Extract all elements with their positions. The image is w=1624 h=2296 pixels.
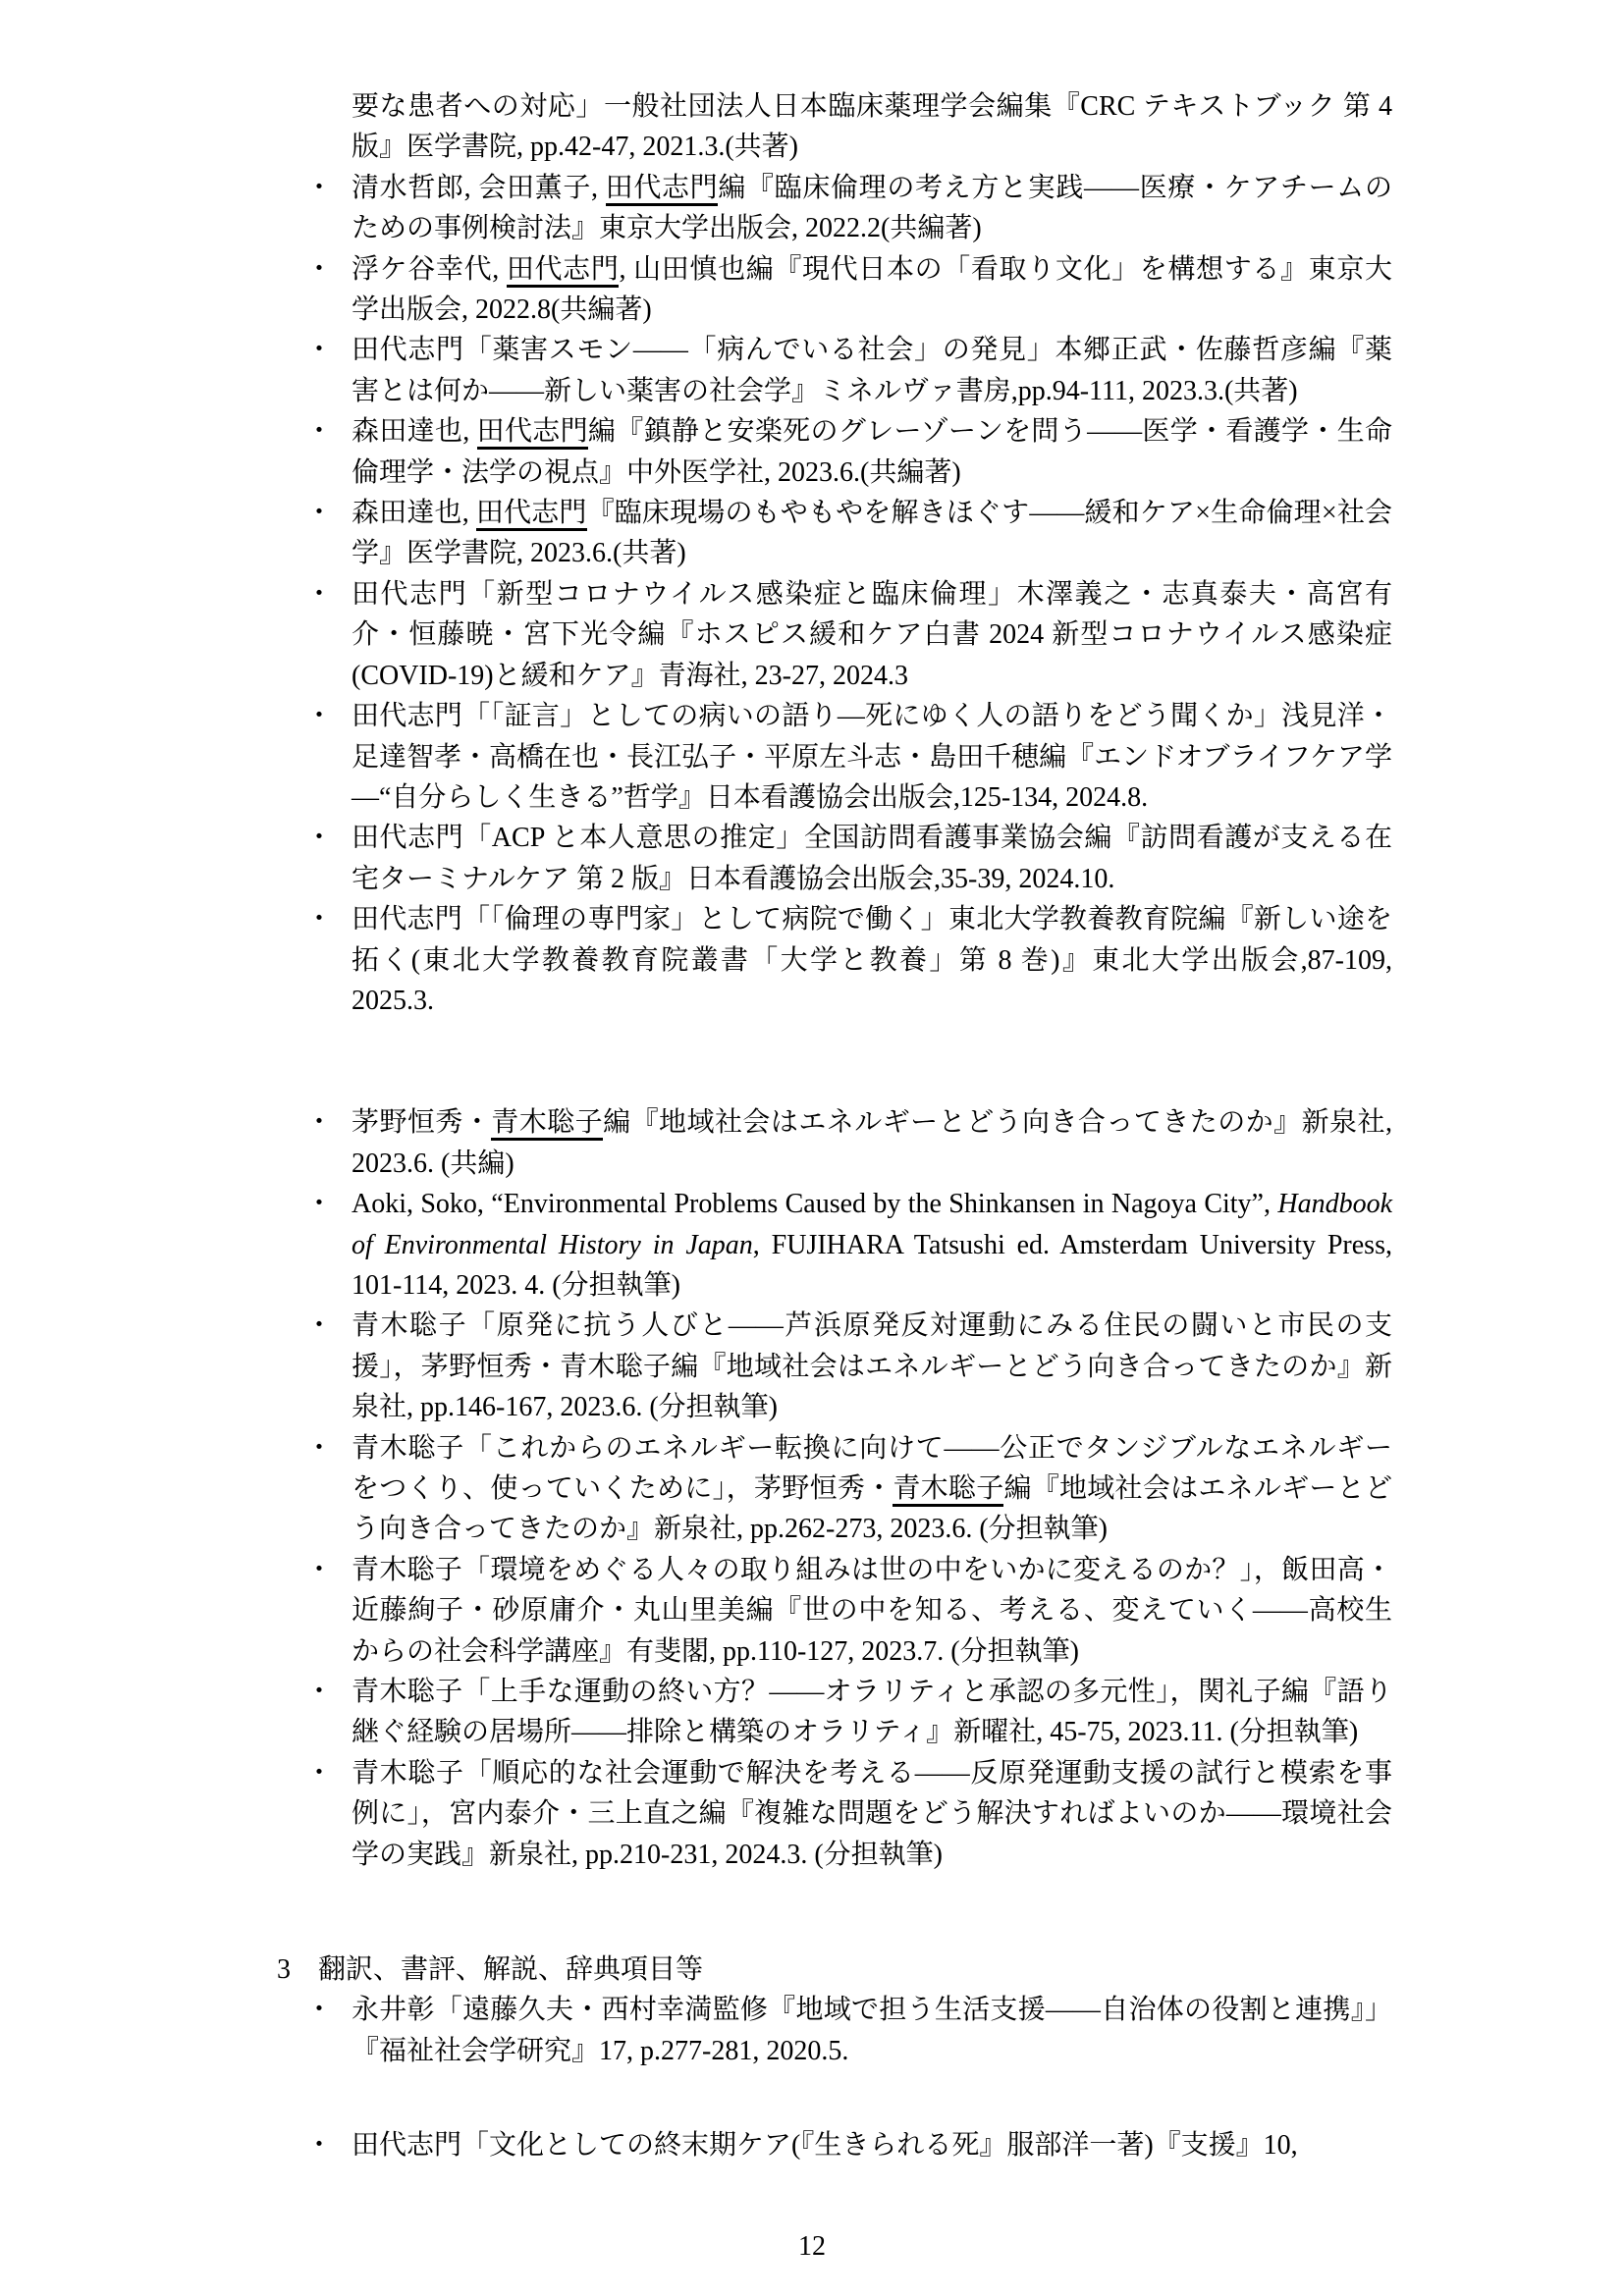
underlined-author-name: 田代志門: [606, 173, 719, 206]
reference-text: 森田達也,: [352, 416, 477, 448]
bullet-marker: ・: [305, 498, 334, 529]
reference-text: 田代志門「新型コロナウイルス感染症と臨床倫理」木澤義之・志真泰夫・高宮有介・恒藤暁・宮下光令編『ホスピス緩和ケア白書 2024 新型コロナウイルス感染症(COVID-19)と緩和ケア』青海社, 23-27, 2024.3: [352, 578, 1392, 691]
bullet-marker: ・: [305, 1107, 334, 1139]
reference-item: [352, 86, 1392, 168]
publications-list-continued: [305, 2125, 1392, 2165]
underlined-author-name: 青木聡子: [491, 1107, 603, 1141]
bullet-marker: ・: [305, 701, 334, 732]
underlined-author-name: 田代志門: [477, 416, 588, 450]
underlined-author-name: 田代志門: [476, 498, 587, 531]
page-number: 12: [798, 2231, 826, 2262]
reference-item: [305, 411, 1392, 493]
reference-text: 森田達也,: [352, 498, 476, 529]
reference-item: [305, 249, 1392, 331]
reference-item: [305, 1184, 1392, 1306]
reference-item: [305, 574, 1392, 696]
reference-item: [305, 1753, 1392, 1875]
bullet-marker: ・: [305, 1995, 334, 2026]
reference-text: 青木聡子「環境をめぐる人々の取り組みは世の中をいかに変えるのか？」，飯田高・近藤絢子・砂原庸介・丸山里美編『世の中を知る、考える、変えていく――高校生からの社会科学講座』有斐閣, pp.110-127, 2023.7. (分担執筆): [352, 1554, 1392, 1667]
reference-text: 茅野恒秀・: [352, 1107, 492, 1139]
reference-item: [305, 1990, 1392, 2071]
reference-text: 要な患者への対応」一般社団法人日本臨床薬理学会編集『CRC テキストブック 第 4 版』医学書院, pp.42-47, 2021.3.(共著): [352, 91, 1392, 163]
reference-text: 編『地域社会はエネルギーとどう向き合ってきたのか』新泉社, pp.262-273, 2023.6. (分担執筆): [352, 1473, 1392, 1545]
underlined-author-name: 田代志門: [507, 254, 620, 288]
bullet-marker: ・: [305, 1677, 334, 1708]
publications-list-aoki: [305, 1102, 1392, 1875]
reference-text: 田代志門「「倫理の専門家」として病院で働く」東北大学教養教育院編『新しい途を拓く(東北大学教養教育院叢書「大学と教養」第 8 巻)』東北大学出版会,87-109, 2025.3.: [352, 904, 1392, 1016]
italic-book-title: Handbook of Environmental History in Japan: [352, 1189, 1392, 1260]
reference-item: [305, 1550, 1392, 1672]
bullet-marker: ・: [305, 1432, 334, 1464]
bullet-marker: ・: [305, 335, 334, 366]
bullet-marker: ・: [305, 1189, 334, 1220]
reference-text: 清水哲郎, 会田薫子,: [352, 172, 606, 203]
publications-list-tashiro: [305, 86, 1392, 1021]
reference-text: 青木聡子「原発に抗う人びと――芦浜原発反対運動にみる住民の闘いと市民の支援」，茅野恒秀・青木聡子編『地域社会はエネルギーとどう向き合ってきたのか』新泉社, pp.146-167, 2023.6. (分担執筆): [352, 1310, 1392, 1423]
bullet-marker: ・: [305, 416, 334, 448]
reference-text: 田代志門「「証言」としての病いの語り―死にゆく人の語りをどう聞くか」浅見洋・足達智孝・高橋在也・長江弘子・平原左斗志・島田千穂編『エンドオブライフケア学―“自分らしく生きる”哲学』日本看護協会出版会,125-134, 2024.8.: [352, 701, 1392, 813]
reference-text: , 山田慎也編『現代日本の「看取り文化」を構想する』東京大学出版会, 2022.8(共編著): [352, 253, 1392, 326]
reference-text: 編『地域社会はエネルギーとどう向き合ってきたのか』新泉社, 2023.6. (共編): [352, 1107, 1392, 1179]
reference-text: 田代志門「文化としての終末期ケア(『生きられる死』服部洋一著)『支援』10,: [352, 2130, 1298, 2162]
section-gap: [352, 1021, 1392, 1102]
section-gap: [352, 2071, 1392, 2125]
reference-item: [305, 899, 1392, 1021]
reference-item: [305, 1102, 1392, 1184]
bullet-marker: ・: [305, 1554, 334, 1585]
reference-text: 編『鎮静と安楽死のグレーゾーンを問う――医学・看護学・生命倫理学・法学の視点』中外医学社, 2023.6.(共編著): [352, 416, 1392, 488]
section-gap: [352, 1875, 1392, 1949]
reference-item: [305, 330, 1392, 411]
bullet-marker: ・: [305, 823, 334, 854]
reference-item: [305, 493, 1392, 574]
bullet-marker: ・: [305, 578, 334, 610]
bullet-marker: ・: [305, 1757, 334, 1789]
publications-list-translations: [305, 1990, 1392, 2071]
reference-item: [305, 696, 1392, 818]
bullet-marker: ・: [305, 253, 334, 285]
reference-item: [305, 818, 1392, 899]
reference-item: [305, 1672, 1392, 1753]
reference-text: 『臨床現場のもやもやを解きほぐす――緩和ケア×生命倫理×社会学』医学書院, 2023.6.(共著): [352, 498, 1392, 569]
reference-text: 青木聡子「順応的な社会運動で解決を考える――反原発運動支援の試行と模索を事例に」，宮内泰介・三上直之編『複雑な問題をどう解決すればよいのか――環境社会学の実践』新泉社, pp.210-231, 2024.3. (分担執筆): [352, 1757, 1392, 1870]
reference-item: [305, 2125, 1392, 2165]
reference-item: [305, 1428, 1392, 1550]
bullet-marker: ・: [305, 2130, 334, 2162]
section-heading: 3 翻訳、書評、解説、辞典項目等: [277, 1954, 704, 1986]
reference-item: [305, 1306, 1392, 1427]
reference-text: 永井彰「遠藤久夫・西村幸満監修『地域で担う生活支援――自治体の役割と連携』」『福祉社会学研究』17, p.277-281, 2020.5.: [352, 1995, 1392, 2066]
reference-item: [305, 168, 1392, 249]
reference-text: Aoki, Soko, “Environmental Problems Caused by the Shinkansen in Nagoya City”,: [352, 1189, 1278, 1220]
bullet-marker: ・: [305, 172, 334, 203]
document-content: [277, 86, 1392, 2166]
reference-text: 田代志門「ACP と本人意思の推定」全国訪問看護事業協会編『訪問看護が支える在宅ターミナルケア 第 2 版』日本看護協会出版会,35-39, 2024.10.: [352, 823, 1392, 894]
reference-text: 田代志門「薬害スモン――「病んでいる社会」の発見」本郷正武・佐藤哲彦編『薬害とは何か――新しい薬害の社会学』ミネルヴァ書房,pp.94-111, 2023.3.(共著): [352, 335, 1392, 406]
bullet-marker: ・: [305, 904, 334, 935]
reference-text: , FUJIHARA Tatsushi ed. Amsterdam University Press, 101-114, 2023. 4. (分担執筆): [352, 1229, 1392, 1301]
reference-text: 青木聡子「上手な運動の終い方？――オラリティと承認の多元性」，関礼子編『語り継ぐ経験の居場所――排除と構築のオラリティ』新曜社, 45-75, 2023.11. (分担執筆): [352, 1677, 1392, 1748]
reference-text: 浮ケ谷幸代,: [352, 253, 507, 285]
reference-text: 青木聡子「これからのエネルギー転換に向けて――公正でタンジブルなエネルギーをつくり、使っていくために」，茅野恒秀・: [352, 1432, 1392, 1504]
reference-text: 編『臨床倫理の考え方と実践――医療・ケアチームのための事例検討法』東京大学出版会, 2022.2(共編著): [352, 172, 1392, 244]
underlined-author-name: 青木聡子: [893, 1473, 1003, 1507]
bullet-marker: ・: [305, 1310, 334, 1342]
